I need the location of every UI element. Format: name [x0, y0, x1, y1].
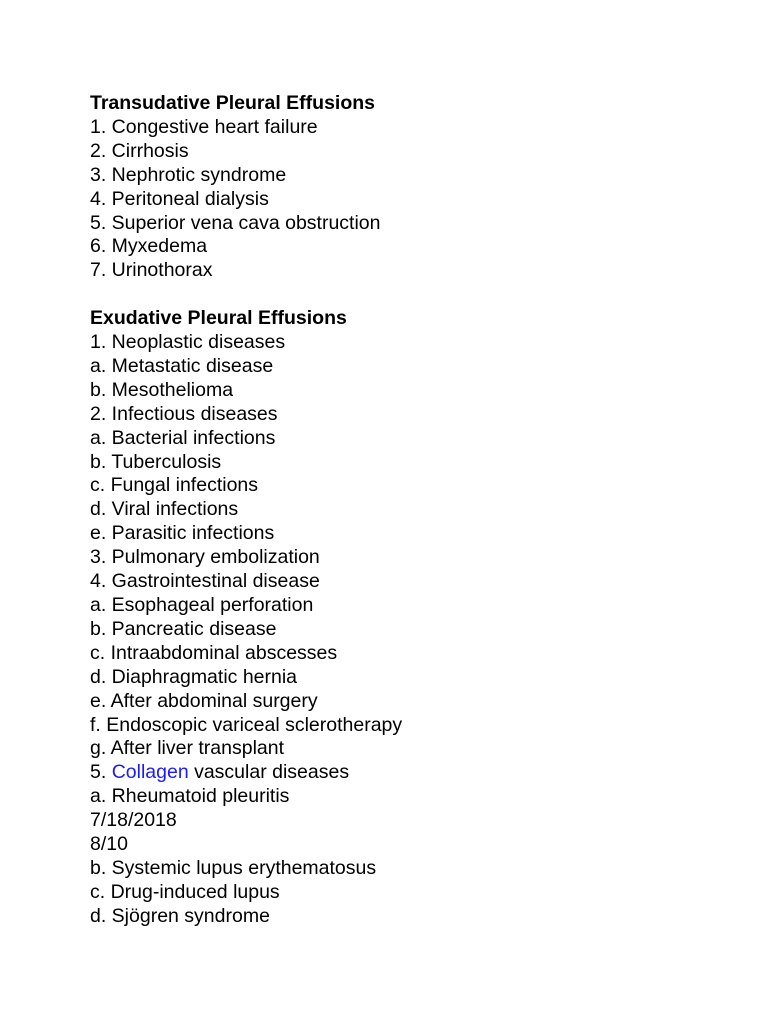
list-item: a. Metastatic disease [90, 354, 274, 377]
list-item: 2. Infectious diseases [90, 402, 278, 425]
section-spacer [90, 283, 730, 307]
transudative-heading: Transudative Pleural Effusions [90, 92, 375, 114]
list-item: b. Tuberculosis [90, 450, 222, 473]
collagen-prefix: 5. [90, 761, 112, 784]
collagen-suffix: vascular diseases [188, 761, 350, 784]
list-item: 7. Urinothorax [90, 259, 213, 282]
list-item: g. After liver transplant [90, 737, 285, 760]
list-item: e. Parasitic infections [90, 522, 275, 545]
list-item: 1. Congestive heart failure [90, 115, 318, 138]
list-item: d. Viral infections [90, 498, 239, 521]
list-item: a. Esophageal perforation [90, 594, 314, 617]
list-item: c. Intraabdominal abscesses [90, 641, 338, 664]
list-item: b. Systemic lupus erythematosus [90, 856, 377, 879]
list-item: b. Pancreatic disease [90, 617, 277, 640]
list-item: c. Fungal infections [90, 474, 259, 497]
list-item: 7/18/2018 [90, 809, 177, 832]
list-item: 1. Neoplastic diseases [90, 331, 286, 354]
list-item: f. Endoscopic variceal sclerotherapy [90, 713, 403, 736]
list-item: d. Diaphragmatic hernia [90, 665, 298, 688]
list-item: 5. Superior vena cava obstruction [90, 211, 381, 234]
list-item: a. Rheumatoid pleuritis [90, 785, 290, 808]
list-item: d. Sjögren syndrome [90, 904, 270, 927]
collagen-link[interactable]: Collagen [111, 761, 189, 784]
list-item: a. Bacterial infections [90, 426, 276, 449]
document-body [90, 92, 730, 929]
exudative-heading: Exudative Pleural Effusions [90, 307, 347, 330]
list-item: 3. Pulmonary embolization [90, 546, 320, 569]
list-item: 8/10 [90, 833, 128, 856]
list-item: b. Mesothelioma [90, 378, 234, 401]
list-item: 4. Peritoneal dialysis [90, 187, 269, 210]
list-item: 6. Myxedema [90, 235, 208, 258]
list-item: 3. Nephrotic syndrome [90, 163, 287, 186]
list-item: 2. Cirrhosis [90, 139, 189, 162]
list-item: e. After abdominal surgery [90, 689, 318, 712]
list-item: 4. Gastrointestinal disease [90, 570, 320, 593]
collagen-list-item [90, 761, 730, 785]
list-item: c. Drug-induced lupus [90, 880, 280, 903]
